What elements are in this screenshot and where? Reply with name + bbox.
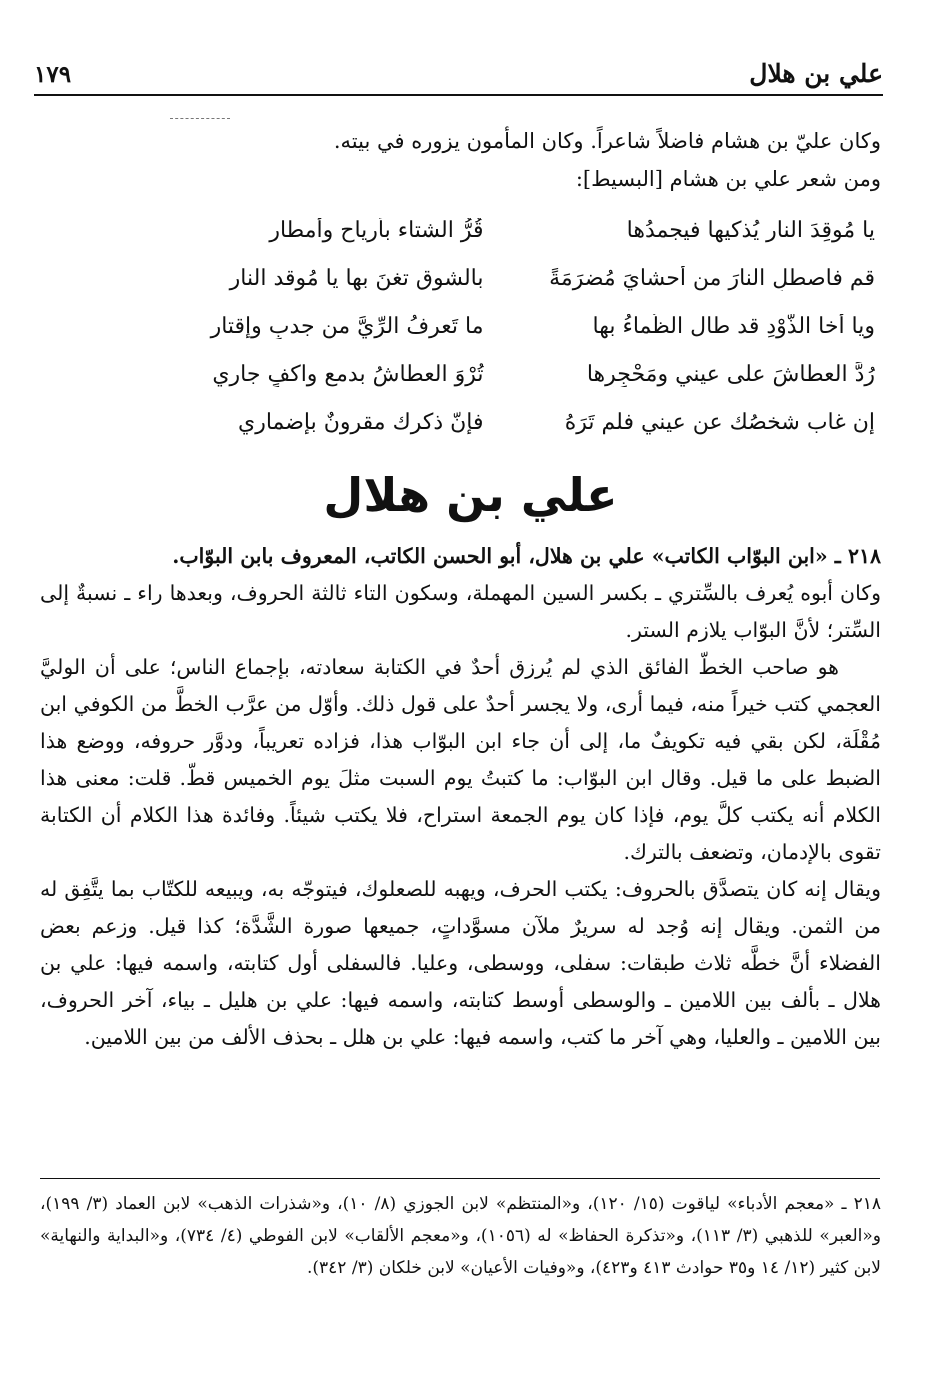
verse-line [92, 254, 875, 302]
verse-first-hemistich: إن غاب شخصُك عن عيني فلم تَرَهُ [564, 409, 875, 435]
poem [92, 206, 875, 446]
scan-mark [170, 118, 230, 119]
verse-second-hemistich: تُرْوَ العطاشُ بدمعٍ واكفٍ جاري [212, 361, 484, 387]
running-title: علي بن هلال [749, 59, 883, 88]
biography-entry [40, 538, 881, 1056]
section-heading: علي بن هلال [323, 468, 618, 522]
verse-second-hemistich: ما تَعرِفُ الرِّيَّ من جدبٍ وإقتارِ [210, 313, 484, 339]
verse-line [92, 398, 875, 446]
verse-line [92, 350, 875, 398]
footnote: ٢١٨ ـ «معجم الأدباء» لياقوت (١٥/ ١٢٠)، و«المنتظم» لابن الجوزي (٨/ ١٠)، و«شذرات الذهب» لابن العماد (٣/ ١٩٩)، و«العبر» للذهبي (٣/ ١١٣)، و«تذكرة الحفاظ» له (١٠٥٦)، و«معجم الألقاب» لابن الفوطي (٤/ ٧٣٤)، و«البداية والنهاية» لابن كثير (١٢/ ١٤ و٣٥ حوادث ٤١٣ و٤٢٣)، و«وفيات الأعيان» لابن خلكان (٣/ ٣٤٢). [40, 1194, 882, 1278]
verse-first-hemistich: يا مُوقِدَ النار يُذكيها فيجمدُها [626, 217, 875, 243]
intro-text [40, 122, 881, 198]
entry-title-line: ٢١٨ ـ «ابن البوّاب الكاتب» علي بن هلال، أبو الحسن الكاتب، المعروف بابن البوّاب. [172, 544, 881, 568]
entry-paragraph: ويقال إنه كان يتصدَّق بالحروف: يكتب الحرف، ويهبه للصعلوك، فيتوجّه به، ويبيعه للكتّاب بما يتَّفِق له من الثمن. ويقال إنه وُجد له سريرٌ ملآن مسوَّداتٍ، جميعها صورة الشَّدَّة؛ كذا قيل. وزعم بعض الفضلاء أنَّ خطَّه ثلاث طبقات: سفلى، ووسطى، وعليا. فالسفلى أول كتابته، واسمه فيها: علي بن هلال ـ بألف بين اللامين ـ والوسطى أوسط كتابته، واسمه فيها: علي بن هليل ـ بياء، آخر الحروف، بين اللامين ـ والعليا، وهي آخر ما كتب، واسمه فيها: علي بن هلل ـ بحذف الألف من بين اللامين. [40, 877, 881, 1049]
verse-second-hemistich: فإنّ ذكرك مقرونٌ بإضماري [237, 409, 484, 435]
intro-line: ومن شعر علي بن هشام [البسيط]: [575, 167, 881, 191]
header-rule [34, 94, 883, 96]
intro-line: وكان عليّ بن هشام فاضلاً شاعراً. وكان المأمون يزوره في بيته. [333, 129, 881, 153]
entry-paragraph: وكان أبوه يُعرف بالسِّتري ـ بكسر السين المهملة، وسكون التاء ثالثة الحروف، وبعدها راء ـ نسبةٌ إلى السِّتر؛ لأنَّ البوّاب يلازم الستر. [40, 581, 881, 642]
verse-first-hemistich: ويا أخا الذَّوْدِ قد طال الظَّماءُ بها [592, 313, 875, 339]
footnote-rule [40, 1178, 880, 1179]
verse-line [92, 206, 875, 254]
verse-first-hemistich: رُدَّ العطاشَ على عيني ومَحْجِرِها [586, 361, 875, 387]
entry-paragraph: هو صاحب الخطّ الفائق الذي لم يُرزق أحدٌ في الكتابة سعادته، بإجماع الناس؛ على أن الوليَّ العجمي كتب خيراً منه، فيما أرى، ولا يجسر أحدٌ على قول ذلك. وأوّل من عرَّب الخطَّ من الكوفي ابن مُقْلَة، لكن بقي فيه تكويفٌ ما، إلى أن جاء ابن البوّاب هذا، فزاده تعريباً، ودوَّر حروفه، ووضع هذا الضبط على ما قيل. وقال ابن البوّاب: ما كتبتُ يوم السبت مثلَ يوم الخميس قطّ. قلت: معنى هذا الكلام أنه يكتب كلَّ يوم، فإذا كان يوم الجمعة استراح، فلا يكتب شيئاً. وفائدة هذا الكلام أن الكتابة تقوى بالإدمان، وتضعف بالترك. [40, 655, 881, 864]
page-number: ١٧٩ [34, 61, 72, 88]
verse-line [92, 302, 875, 350]
footnotes [40, 1188, 881, 1284]
page-header [34, 52, 883, 88]
verse-second-hemistich: قُرُّ الشتاء بأرياحٍ وأمطارِ [269, 217, 484, 243]
verse-second-hemistich: بالشوق تغنَ بها يا مُوقد النارِ [229, 265, 484, 291]
verse-first-hemistich: قم فاصطلِ النارَ من أحشايَ مُضرَمَةً [549, 265, 875, 291]
